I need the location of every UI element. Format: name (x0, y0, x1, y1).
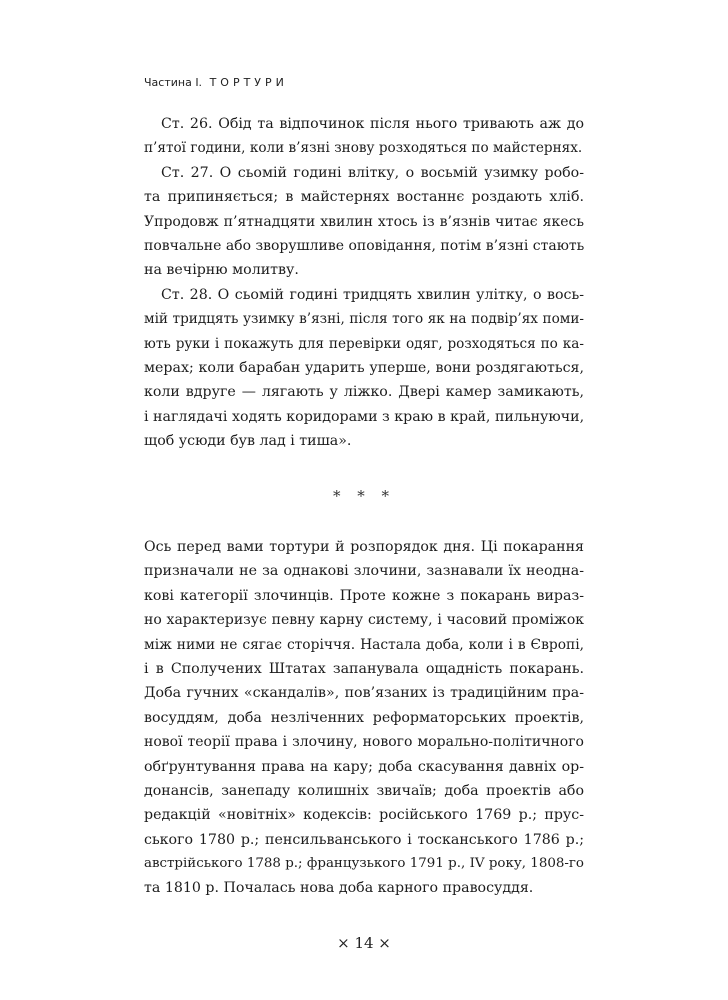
text-line: но характеризує певну карну систему, і часовий проміжок (144, 612, 584, 629)
text-line: та припиняється; в майстернях востаннє роздають хліб. (144, 189, 584, 206)
text-line: мерах; коли барабан ударить уперше, вони роздягаються, (144, 359, 584, 376)
text-line: Ст. 28. О сьомій годині тридцять хвилин улітку, о вось- (161, 286, 584, 303)
text-line: між ними не сягає сторіччя. Настала доба, коли і в Європі, (144, 636, 584, 653)
page-number: × 14 × (337, 934, 391, 952)
text-line: Доба гучних «скандалів», пов’язаних із традиційним пра- (144, 685, 584, 702)
text-line: на вечірню молитву. (144, 262, 299, 279)
text-line: коли вдруге — лягають у ліжко. Двері камер замикають, (144, 384, 584, 401)
section-separator: * * * (332, 487, 396, 505)
text-line: нової теорії права і злочину, нового морально-політичного (144, 734, 584, 751)
text-line: та 1810 р. Почалась нова доба карного правосуддя. (144, 880, 534, 897)
text-line: Ось перед вами тортури й розпорядок дня. Ці покарання (144, 539, 584, 555)
text-line: призначали не за однакові злочини, зазнавали їх неодна- (144, 563, 584, 580)
text-line: австрійського 1788 р.; французького 1791 р., IV року, 1808-го (144, 856, 584, 872)
text-line: кові категорії злочинців. Проте кожне з покарань вираз- (144, 587, 584, 604)
text-line: мій тридцять узимку в’язні, після того як на подвір’ях поми- (144, 311, 584, 328)
text-line: донансів, занепаду колишніх звичаїв; доба проектів або (144, 782, 584, 799)
text-line: ють руки і покажуть для перевірки одяг, розходяться по ка- (144, 335, 584, 352)
text-line: ського 1780 р.; пенсильванського і тосканського 1786 р.; (144, 831, 584, 848)
running-head (144, 76, 288, 89)
running-head-title: ТОРТУРИ (209, 76, 288, 89)
text-line: обґрунтування права на кару; доба скасування давніх ор- (144, 758, 584, 775)
text-line: повчальне або зворушливе оповідання, потім в’язні стають (144, 237, 585, 254)
articles-block (144, 112, 584, 453)
text-line: Ст. 27. О сьомій годині влітку, о восьмій узимку робо- (161, 164, 584, 181)
text-line: Ст. 26. Обід та відпочинок після нього тривають аж до (161, 116, 584, 132)
text-line: восуддям, доба незліченних реформаторських проектів, (144, 709, 584, 726)
text-line: редакцій «новітніх» кодексів: російського 1769 р.; прус- (144, 807, 584, 824)
text-line: щоб усюди був лад і тиша». (144, 433, 352, 450)
running-head-part: Частина I. (144, 76, 203, 89)
text-line: і наглядачі ходять коридорами з краю в край, пильнуючи, (144, 408, 585, 425)
text-line: п’ятої години, коли в’язні знову розходяться по майстернях. (144, 140, 583, 157)
closing-paragraph (144, 535, 584, 901)
text-line: і в Сполучених Штатах запанувала ощадність покарань. (144, 660, 584, 677)
text-line: Упродовж п’ятнадцяти хвилин хтось із в’язнів читає якесь (144, 213, 584, 230)
